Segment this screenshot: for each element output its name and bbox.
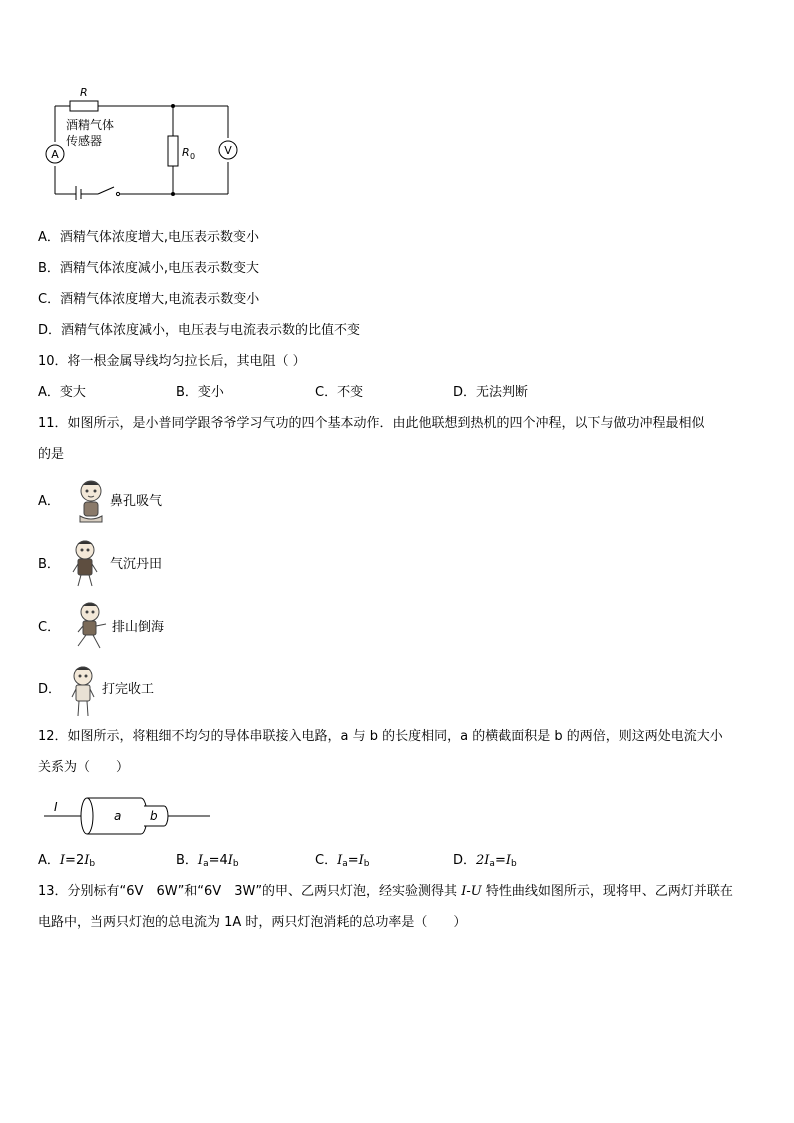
- q12-option-a-letter: A．: [38, 853, 60, 868]
- q12-option-c: [315, 853, 370, 872]
- q9-option-a: A．酒精气体浓度增大,电压表示数变小: [38, 230, 260, 245]
- q12-option-a-sub: b: [89, 859, 96, 869]
- q13-stem-line2: 电路中，当两只灯泡的总电流为 1A 时，两只灯泡消耗的总功率是（ ）: [38, 915, 467, 930]
- q11-option-b-text: 气沉丹田: [110, 557, 163, 572]
- q13-stem-line1: [38, 884, 733, 900]
- ammeter-label: A: [51, 148, 59, 161]
- q11-option-a-text: 鼻孔吸气: [110, 494, 163, 509]
- q12-option-d-letter: D．: [453, 853, 477, 868]
- qigong-figure-d: [66, 664, 100, 718]
- q12-option-c-letter: C．: [315, 853, 338, 868]
- q12-option-c-sub2: b: [363, 859, 370, 869]
- q12-option-a: [38, 853, 95, 872]
- q10-option-d: D．无法判断: [453, 385, 529, 400]
- q12-option-b-rel: =4: [208, 853, 228, 868]
- q12-option-a-var1: I: [59, 853, 66, 868]
- q11-stem-line1: 11．如图所示，是小普同学跟爷爷学习气功的四个基本动作．由此他联想到热机的四个冲程，以下与做功冲程最相似: [38, 416, 705, 431]
- circuit-diagram: [36, 80, 246, 200]
- resistor-r0-sub: 0: [190, 152, 196, 161]
- current-i-label: I: [54, 800, 58, 814]
- conductor-a-label: a: [114, 809, 122, 823]
- q11-stem-line2: 的是: [38, 447, 65, 462]
- q11-option-d-letter: D．: [38, 682, 62, 697]
- q11-option-c-text: 排山倒海: [112, 620, 165, 635]
- q12-stem-line2: 关系为（ ）: [38, 760, 130, 775]
- q9-option-d: D．酒精气体浓度减小，电压表与电流表示数的比值不变: [38, 323, 361, 338]
- q12-option-c-sub1: a: [342, 859, 348, 869]
- q12-option-d-sub1: a: [489, 859, 495, 869]
- q11-option-c-letter: C．: [38, 620, 61, 635]
- resistor-r0-label: R: [182, 146, 190, 159]
- q12-option-d-rel: =: [494, 853, 506, 868]
- q12-option-a-var2: I: [84, 853, 90, 868]
- q13-line1-part2: 特性曲线如图所示，现将甲、乙两灯并联在: [481, 884, 733, 899]
- q13-iu-label: I-U: [461, 884, 482, 899]
- q11-option-b-letter: B．: [38, 557, 60, 572]
- qigong-figure-a: [74, 478, 108, 526]
- q12-option-d-var2: I: [505, 853, 511, 868]
- conductor-b-label: b: [150, 809, 158, 823]
- sensor-label-line1: 酒精气体: [66, 118, 115, 132]
- q12-option-c-var1: I: [337, 853, 343, 868]
- voltmeter-label: V: [224, 144, 232, 157]
- qigong-figure-c: [72, 600, 112, 652]
- q12-stem-line1: 12．如图所示，将粗细不均匀的导体串联接入电路，a 与 b 的长度相同，a 的横截面积是 b 的两倍，则这两处电流大小: [38, 729, 723, 744]
- q11-option-a-letter: A．: [38, 494, 60, 509]
- q12-option-d: [453, 853, 517, 872]
- q12-option-b-letter: B．: [176, 853, 198, 868]
- sensor-label-line2: 传感器: [66, 134, 103, 148]
- q12-option-d-var1: 2I: [476, 853, 490, 868]
- q12-option-b-var1: I: [197, 853, 204, 868]
- q11-option-d-text: 打完收工: [102, 682, 155, 697]
- q12-option-b: [176, 853, 239, 872]
- q9-option-b: B．酒精气体浓度减小,电压表示数变大: [38, 261, 260, 276]
- q13-line1-part1: 13．分别标有“6V 6W”和“6V 3W”的甲、乙两只灯泡，经实验测得其: [38, 884, 462, 899]
- q12-option-d-sub2: b: [510, 859, 517, 869]
- q12-option-a-rel: =2: [65, 853, 85, 868]
- q10-option-a: A．变大: [38, 385, 86, 400]
- qigong-figure-b: [68, 538, 102, 588]
- q12-option-c-var2: I: [358, 853, 364, 868]
- q12-option-c-rel: =: [347, 853, 359, 868]
- conductor-diagram: [40, 790, 215, 840]
- q9-option-c: C．酒精气体浓度增大,电流表示数变小: [38, 292, 260, 307]
- q10-option-c: C．不变: [315, 385, 364, 400]
- resistor-r-label: R: [80, 86, 88, 99]
- q12-option-b-sub1: a: [203, 859, 209, 869]
- q10-stem: 10．将一根金属导线均匀拉长后，其电阻（ ）: [38, 354, 306, 369]
- q12-option-b-var2: I: [227, 853, 233, 868]
- q12-option-b-sub2: b: [232, 859, 239, 869]
- q10-option-b: B．变小: [176, 385, 224, 400]
